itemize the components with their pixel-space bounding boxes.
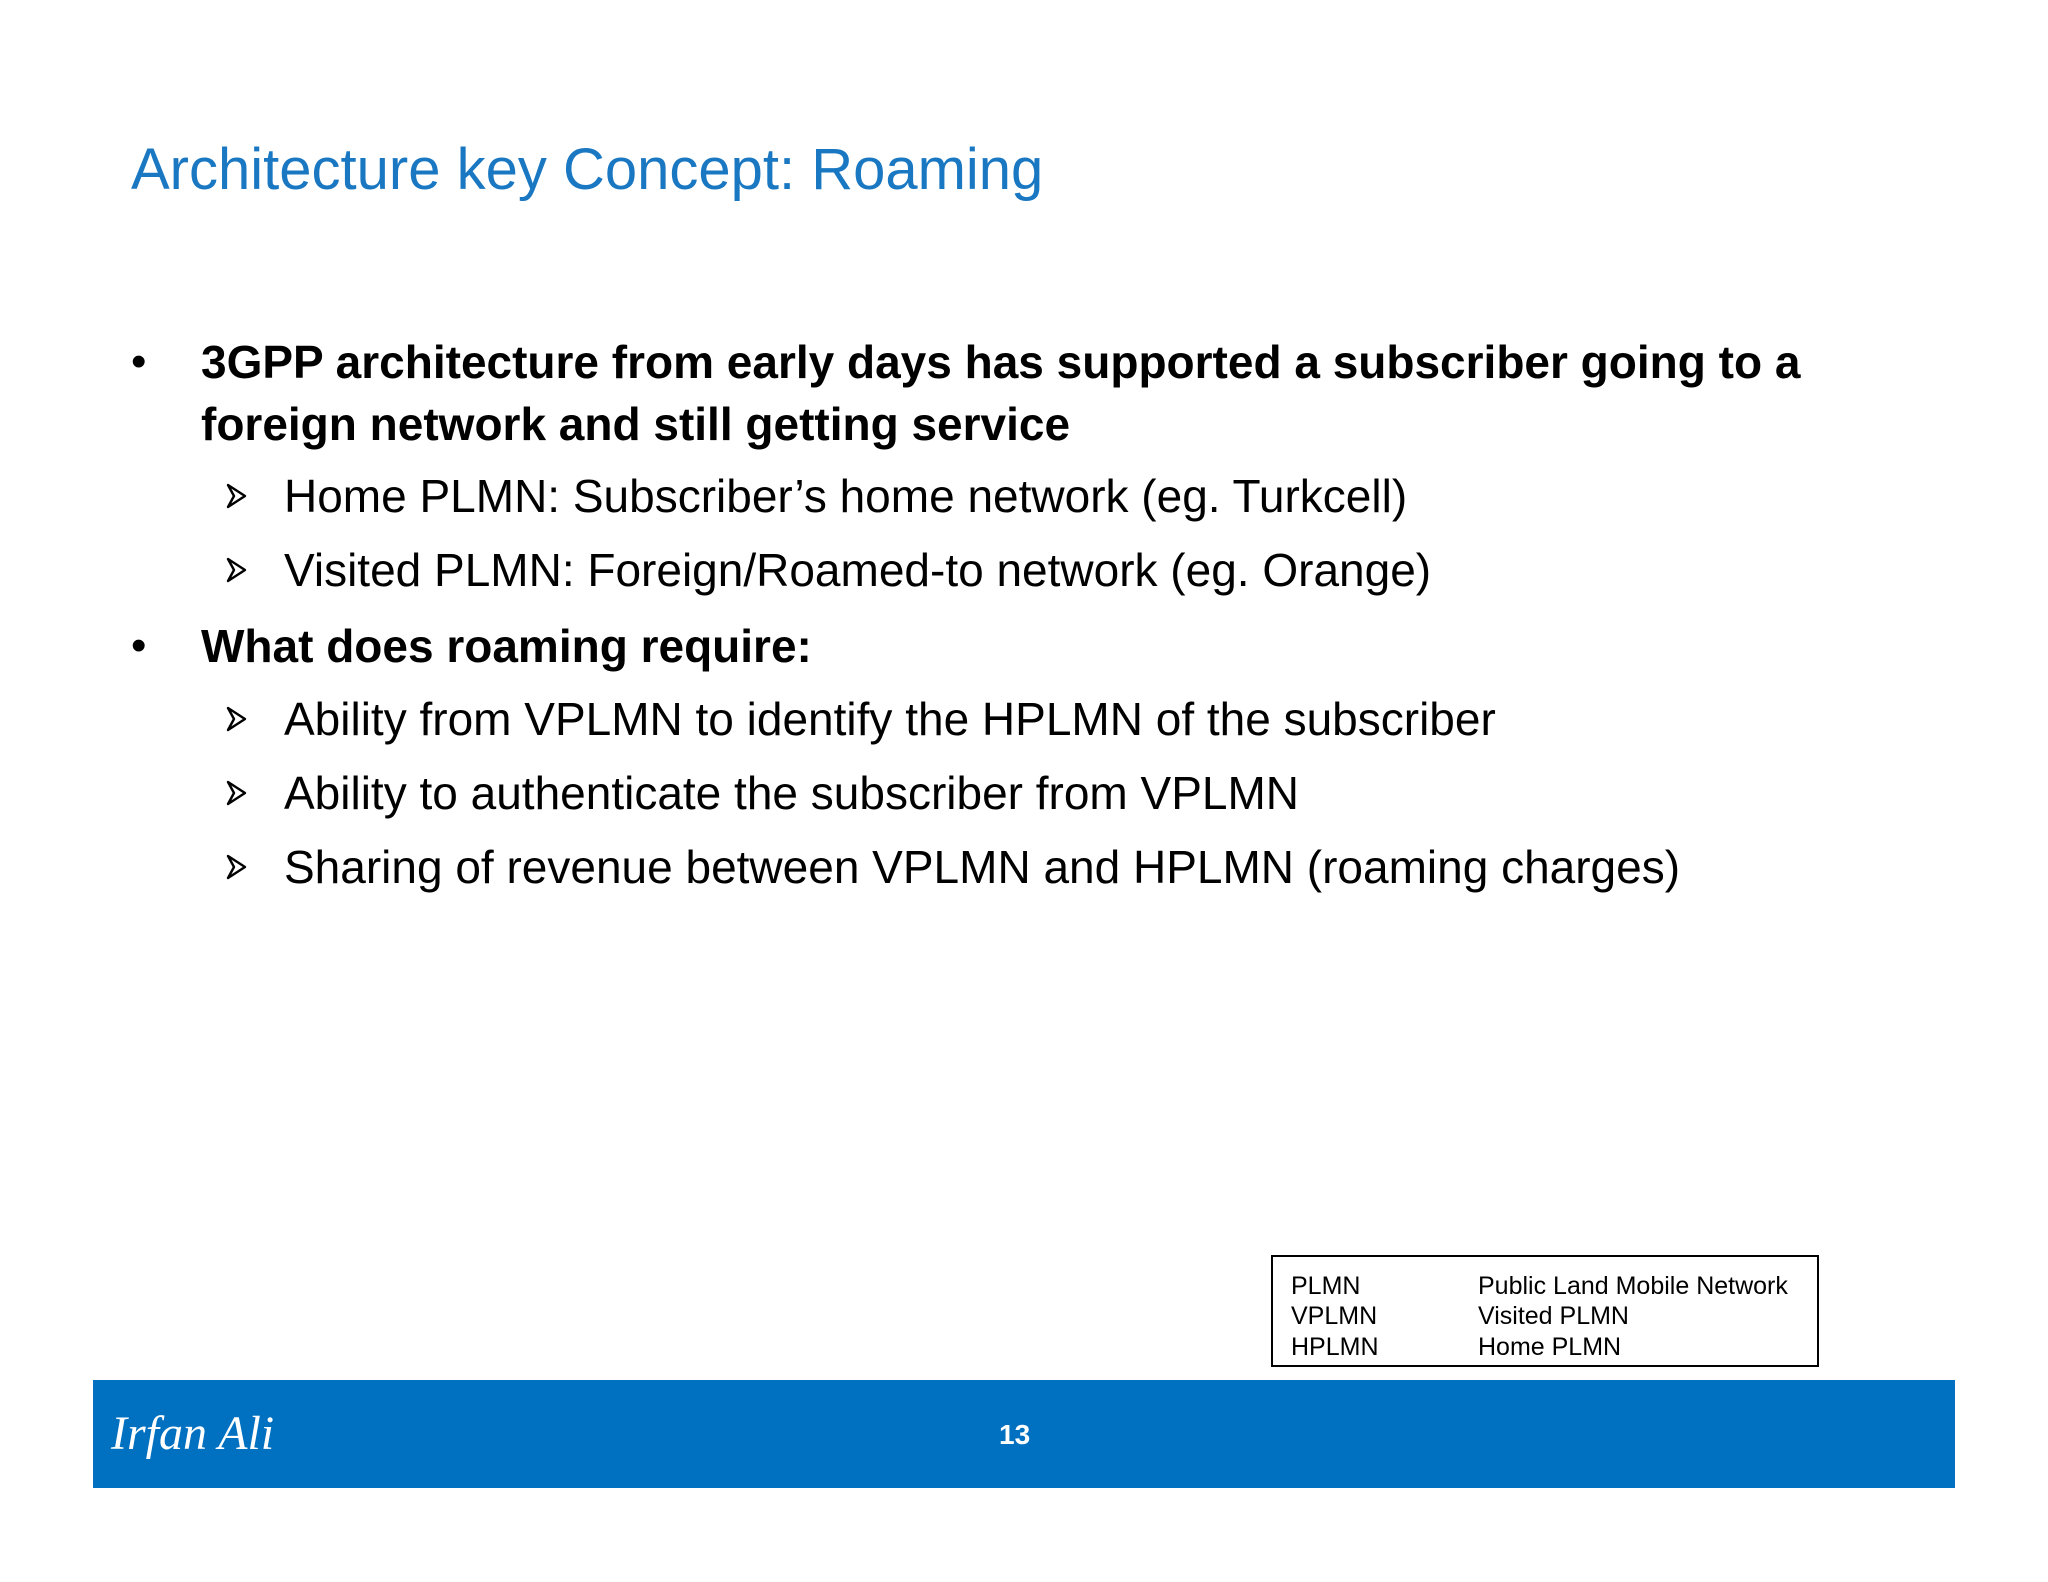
sub-bullet-item xyxy=(0,688,2048,750)
bullet-text: What does roaming require: xyxy=(201,620,812,672)
abbreviation-term: VPLMN xyxy=(1291,1302,1378,1330)
sub-bullet-text: Ability to authenticate the subscriber from VPLMN xyxy=(284,767,1300,819)
bullet-marker: • xyxy=(131,337,147,386)
arrowhead-bullet-icon xyxy=(226,852,248,882)
abbreviation-term: PLMN xyxy=(1291,1272,1361,1300)
sub-bullet-item xyxy=(0,762,2048,824)
sub-bullet-text: Ability from VPLMN to identify the HPLMN of the subscriber xyxy=(284,693,1496,745)
sub-bullet-text: Home PLMN: Subscriber’s home network (eg. Turkcell) xyxy=(284,470,1408,522)
sub-bullet-item xyxy=(0,465,2048,527)
arrowhead-bullet-icon xyxy=(226,778,248,808)
abbreviation-definition: Public Land Mobile Network xyxy=(1478,1272,1788,1300)
arrowhead-bullet-icon xyxy=(226,555,248,585)
footer-author: Irfan Ali xyxy=(111,1407,275,1460)
arrowhead-bullet-icon xyxy=(226,704,248,734)
sub-bullet-item xyxy=(0,836,2048,898)
abbreviation-term: HPLMN xyxy=(1291,1333,1379,1361)
bullet-marker: • xyxy=(131,621,147,670)
abbreviation-row xyxy=(1273,1270,1817,1302)
sub-bullet-text: Visited PLMN: Foreign/Roamed-to network (eg. Orange) xyxy=(284,544,1432,596)
slide-title: Architecture key Concept: Roaming xyxy=(131,137,1044,202)
sub-bullet-text: Sharing of revenue between VPLMN and HPLMN (roaming charges) xyxy=(284,841,1681,893)
abbreviations-table xyxy=(1271,1255,1819,1367)
abbreviation-definition: Home PLMN xyxy=(1478,1333,1622,1361)
sub-bullet-item xyxy=(0,539,2048,601)
page-number: 13 xyxy=(999,1419,1031,1450)
abbreviation-definition: Visited PLMN xyxy=(1478,1302,1629,1330)
footer-bar xyxy=(93,1380,1955,1488)
arrowhead-bullet-icon xyxy=(226,481,248,511)
abbreviation-row xyxy=(1273,1331,1817,1363)
bullet-text: 3GPP architecture from early days has supported a subscriber going to a foreign network and still getting service xyxy=(201,336,1801,450)
abbreviation-row xyxy=(1273,1300,1817,1332)
